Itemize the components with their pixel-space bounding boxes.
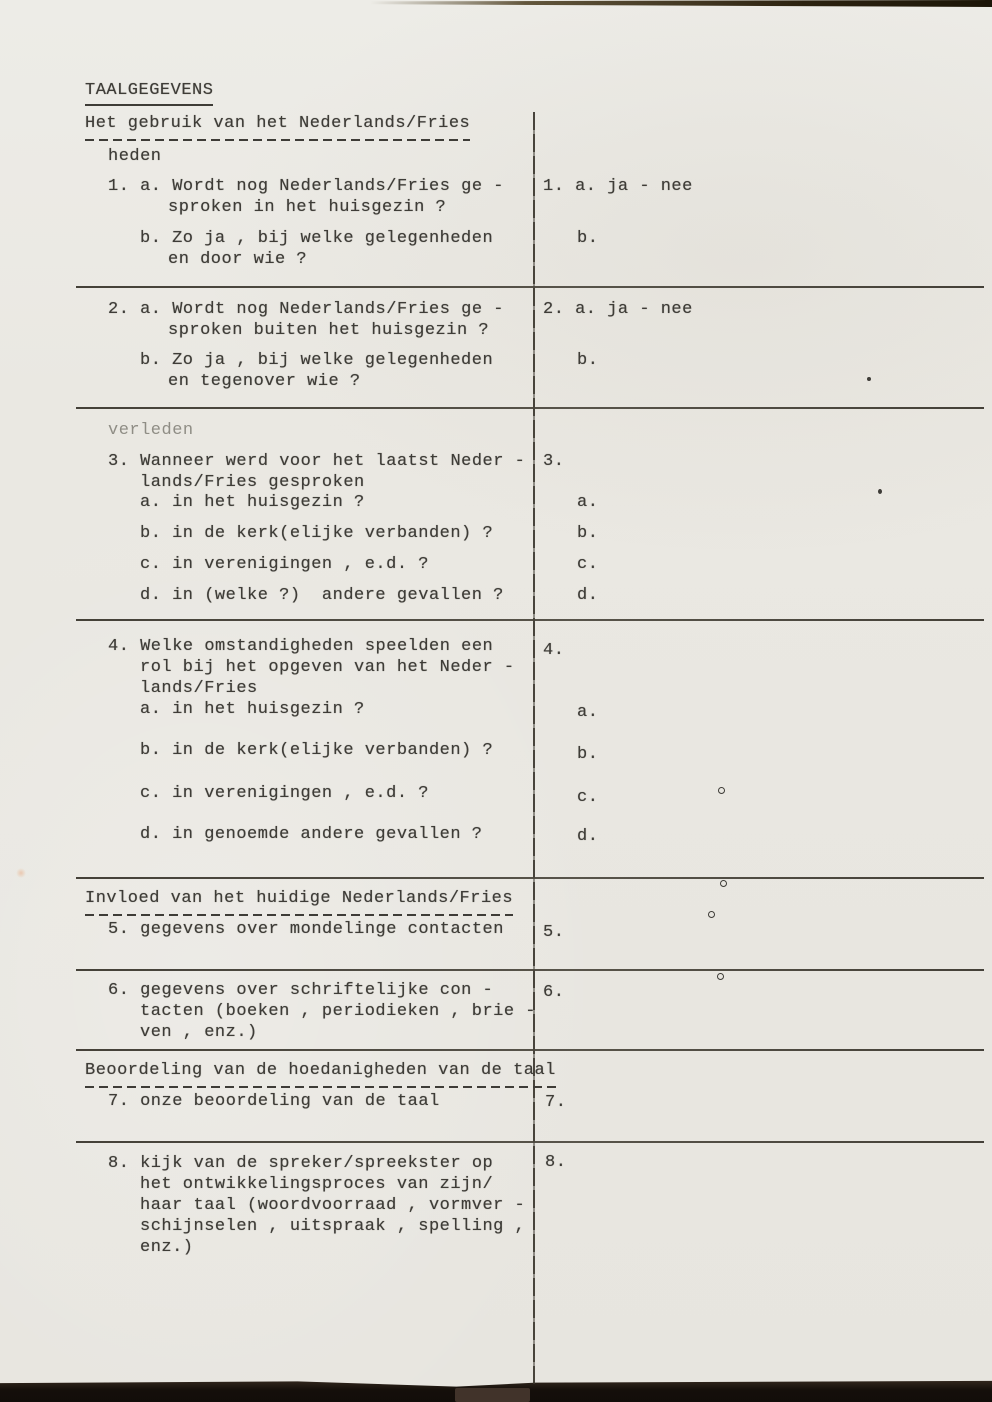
q3-answer-line-3: b. — [577, 524, 599, 543]
ink-speck — [708, 911, 715, 918]
q4-answer-line-3: b. — [577, 745, 599, 764]
q4-left-line-5: b. in de kerk(elijke verbanden) ? — [140, 741, 494, 760]
q1-left-line-3: b. Zo ja , bij welke gelegenheden — [140, 229, 494, 248]
q8-left-line-2: het ontwikkelingsproces van zijn/ — [140, 1175, 494, 1194]
q6-left-line-3: ven , enz.) — [140, 1023, 258, 1042]
q4-left-line-3: lands/Fries — [140, 679, 258, 698]
q2-answer-line-2: b. — [577, 351, 599, 370]
q8-left-line-4: schijnselen , uitspraak , spelling , — [140, 1217, 526, 1236]
q8-left-line-1: 8. kijk van de spreker/spreekster op — [108, 1154, 494, 1173]
q4-left-line-7: d. in genoemde andere gevallen ? — [140, 825, 483, 844]
q2-left-line-4: en tegenover wie ? — [168, 372, 361, 391]
q4-left-line-1: 4. Welke omstandigheden speelden een — [108, 637, 494, 656]
q7-answer-line-1: 7. — [545, 1093, 567, 1112]
horizontal-rule-1 — [76, 286, 984, 288]
ink-speck — [867, 377, 871, 381]
horizontal-rule-6 — [76, 1049, 984, 1051]
document-title: TAALGEGEVENS — [85, 80, 213, 106]
q2-left-line-3: b. Zo ja , bij welke gelegenheden — [140, 351, 494, 370]
paper-stain — [16, 868, 26, 878]
section-heading-invloed: Invloed van het huidige Nederlands/Fries — [85, 888, 513, 916]
q3-left-line-4: b. in de kerk(elijke verbanden) ? — [140, 524, 494, 543]
ink-speck — [720, 880, 727, 887]
horizontal-rule-7 — [76, 1141, 984, 1143]
q7-left-line-1: 7. onze beoordeling van de taal — [108, 1092, 440, 1111]
q1-answer-line-2: b. — [577, 229, 599, 248]
horizontal-rule-4 — [76, 877, 984, 879]
q3-left-line-6: d. in (welke ?) andere gevallen ? — [140, 586, 504, 605]
ink-speck — [718, 787, 725, 794]
q8-answer-line-1: 8. — [545, 1153, 567, 1172]
horizontal-rule-5 — [76, 969, 984, 971]
horizontal-rule-2 — [76, 407, 984, 409]
q8-left-line-3: haar taal (woordvoorraad , vormver - — [140, 1196, 526, 1215]
q6-answer-line-1: 6. — [543, 983, 565, 1002]
q1-answer-line-1: 1. a. ja - nee — [543, 177, 693, 196]
q4-answer-line-1: 4. — [543, 641, 565, 660]
q6-left-line-1: 6. gegevens over schriftelijke con - — [108, 981, 494, 1000]
q2-answer-line-1: 2. a. ja - nee — [543, 300, 693, 319]
q4-answer-line-5: d. — [577, 827, 599, 846]
q2-left-line-2: sproken buiten het huisgezin ? — [168, 321, 490, 340]
ink-speck — [878, 489, 882, 494]
q8-left-line-5: enz.) — [140, 1238, 194, 1257]
q4-left-line-2: rol bij het opgeven van het Neder - — [140, 658, 515, 677]
q3-answer-line-2: a. — [577, 493, 599, 512]
horizontal-rule-3 — [76, 619, 984, 621]
section-heading-gebruik: Het gebruik van het Nederlands/Fries — [85, 113, 470, 141]
q1-left-line-4: en door wie ? — [168, 250, 308, 269]
q4-left-line-4: a. in het huisgezin ? — [140, 700, 365, 719]
q1-left-line-1: 1. a. Wordt nog Nederlands/Fries ge - — [108, 177, 504, 196]
section-heading-beoordeling: Beoordeling van de hoedanigheden van de taal — [85, 1060, 556, 1088]
q5-left-line-1: 5. gegevens over mondelinge contacten — [108, 920, 504, 939]
q3-left-line-5: c. in verenigingen , e.d. ? — [140, 555, 429, 574]
q3-left-line-2: lands/Fries gesproken — [140, 473, 365, 492]
scan-edge-notch — [455, 1388, 530, 1402]
q4-left-line-6: c. in verenigingen , e.d. ? — [140, 784, 429, 803]
q5-answer-line-1: 5. — [543, 923, 565, 942]
q4-answer-line-4: c. — [577, 788, 599, 807]
subheading-heden: heden — [108, 147, 162, 166]
scan-edge-top — [370, 0, 992, 7]
q3-answer-line-5: d. — [577, 586, 599, 605]
subheading-verleden: verleden — [108, 421, 194, 440]
ink-speck — [717, 973, 724, 980]
q3-left-line-1: 3. Wanneer werd voor het laatst Neder - — [108, 452, 526, 471]
q1-left-line-2: sproken in het huisgezin ? — [168, 198, 447, 217]
q3-answer-line-1: 3. — [543, 452, 565, 471]
divider-vertical — [533, 112, 535, 1384]
q3-left-line-3: a. in het huisgezin ? — [140, 493, 365, 512]
q3-answer-line-4: c. — [577, 555, 599, 574]
q4-answer-line-2: a. — [577, 703, 599, 722]
q2-left-line-1: 2. a. Wordt nog Nederlands/Fries ge - — [108, 300, 504, 319]
q6-left-line-2: tacten (boeken , periodieken , brie - — [140, 1002, 536, 1021]
